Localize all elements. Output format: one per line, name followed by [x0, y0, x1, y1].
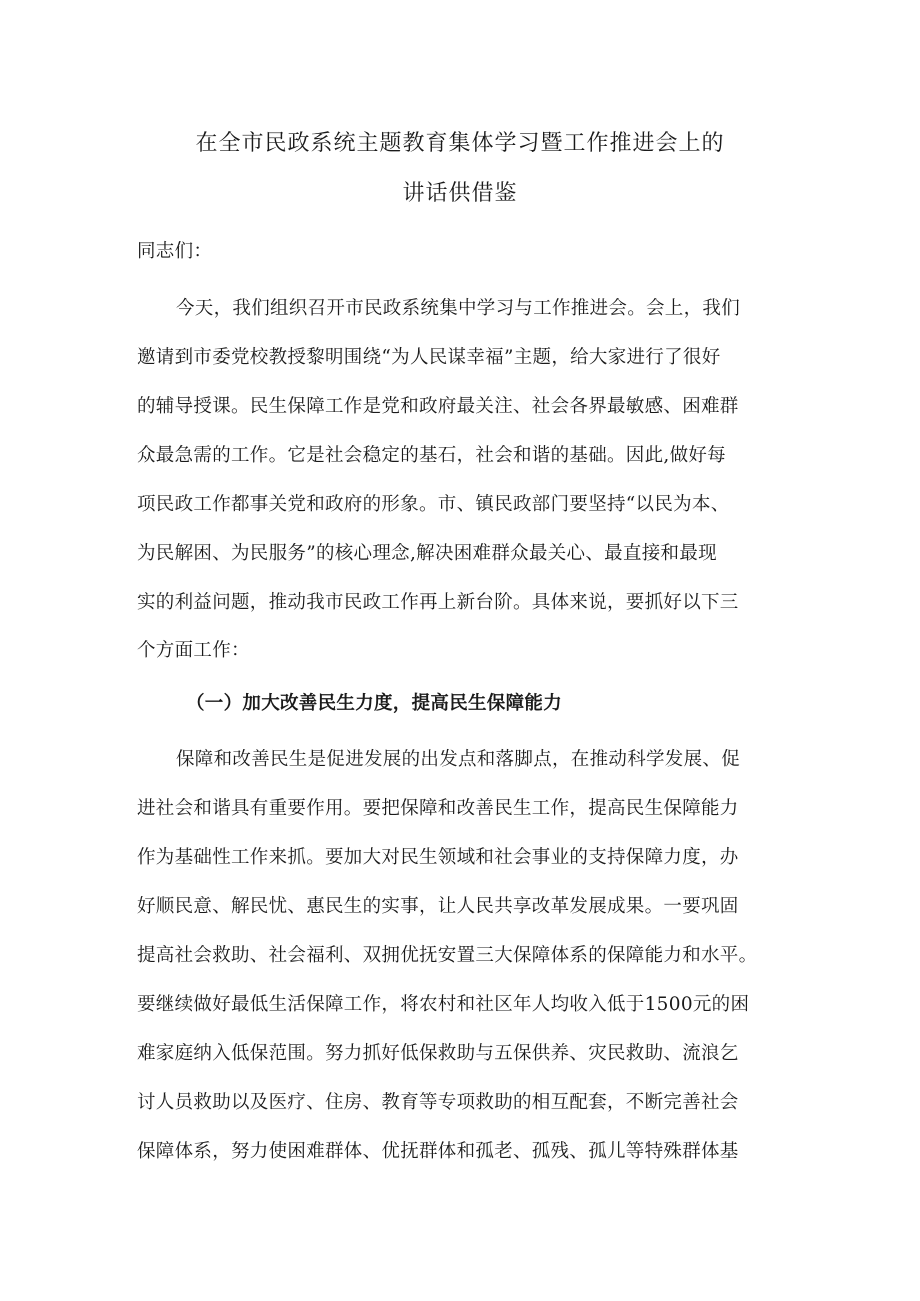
document-title-line-1: 在全市民政系统主题教育集体学习暨工作推进会上的 — [195, 131, 725, 156]
paragraph-line: 实的利益问题，推动我市民政工作再上新台阶。具体来说，要抓好以下三 — [137, 592, 739, 613]
paragraph-line: 今天，我们组织召开市民政系统集中学习与工作推进会。会上，我们 — [176, 298, 741, 319]
paragraph-line: 进社会和谐具有重要作用。要把保障和改善民生工作，提高民生保障能力 — [137, 798, 739, 819]
paragraph-line: 保障和改善民生是促进发展的出发点和落脚点，在推动科学发展、促 — [176, 749, 741, 770]
paragraph-line: 难家庭纳入低保范围。努力抓好低保救助与五保供养、灾民救助、流浪乞 — [137, 1043, 739, 1064]
paragraph-line: 好顺民意、解民忧、惠民生的实事，让人民共享改革发展成果。一要巩固 — [137, 896, 739, 917]
paragraph-line: 要继续做好最低生活保障工作，将农村和社区年人均收入低于1500元的困 — [137, 994, 750, 1015]
document-title-line-2: 讲话供借鉴 — [402, 181, 518, 206]
paragraph-line: 讨人员救助以及医疗、住房、教育等专项救助的相互配套，不断完善社会 — [137, 1092, 739, 1113]
paragraph-line: 保障体系，努力使困难群体、优抚群体和孤老、孤残、孤儿等特殊群体基 — [137, 1141, 739, 1162]
paragraph-line: 的辅导授课。民生保障工作是党和政府最关注、社会各界最敏感、困难群 — [137, 396, 739, 417]
paragraph-line: 为民解困、为民服务”的核心理念,解决困难群众最关心、最直接和最现 — [137, 543, 717, 564]
paragraph-line: 作为基础性工作来抓。要加大对民生领域和社会事业的支持保障力度，办 — [137, 847, 739, 868]
paragraph-line: 提高社会救助、社会福利、双拥优抚安置三大保障体系的保障能力和水平。 — [137, 945, 758, 966]
paragraph-line: 众最急需的工作。它是社会稳定的基石，社会和谐的基础。因此,做好每 — [137, 445, 726, 466]
paragraph-line: 个方面工作： — [137, 640, 250, 661]
paragraph-line: 邀请到市委党校教授黎明围绕“为人民谋幸福”主题，给大家进行了很好 — [137, 347, 721, 368]
paragraph-line: 项民政工作都事关党和政府的形象。市、镇民政部门要坚持“以民为本、 — [137, 494, 730, 515]
section-heading: （一）加大改善民生力度，提高民生保障能力 — [186, 693, 563, 714]
salutation: 同志们： — [137, 241, 213, 262]
